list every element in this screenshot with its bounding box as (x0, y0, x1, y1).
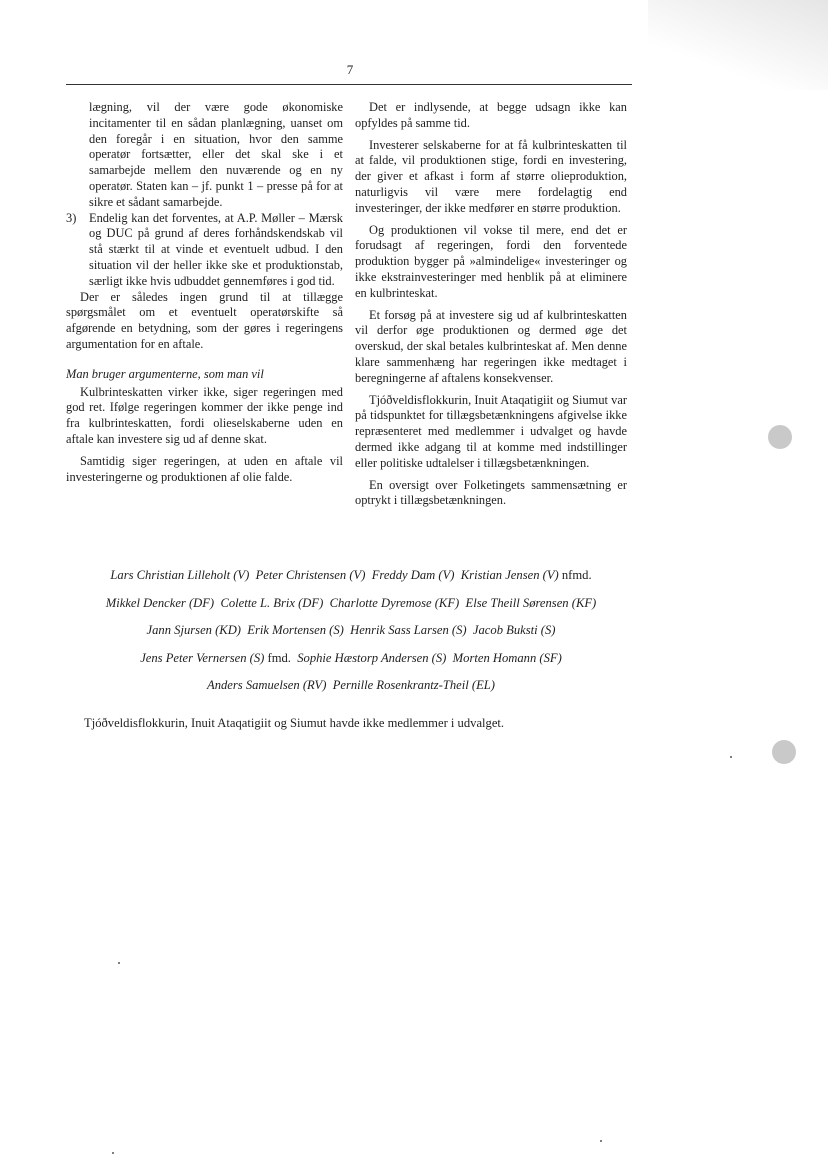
paragraph: Samtidig siger regeringen, at uden en aftale vil investeringerne og produktionen af olie falde. (66, 453, 343, 484)
paragraph: En oversigt over Folketingets sammensætning er optrykt i tillægsbetænkningen. (355, 477, 627, 508)
signatory: Erik Mortensen (S) (247, 623, 344, 637)
signatory: Kristian Jensen (V) (460, 568, 559, 582)
scan-speck (600, 1140, 602, 1142)
list-item-3: 3) Endelig kan det forventes, at A.P. Møller – Mærsk og DUC på grund af deres forhåndskendskab vil stå stærkt til at vinde et eventuelt udbud. I den situation vil der heller ikke ske et produktionstab, særligt ikke hvis udbuddet gennemføres i god tid. (66, 210, 343, 288)
signatories (60, 562, 642, 700)
scan-speck (112, 1152, 114, 1154)
signatory: Jacob Buksti (S) (472, 623, 556, 637)
list-number: 3) (66, 210, 77, 225)
signatory-role: nfmd. (561, 568, 592, 582)
signatory-line (60, 645, 642, 673)
list-item-2-continuation: lægning, vil der være gode økonomiske incitamenter til en sådan planlægning, uanset om den foregår i en situation, hvor den samme operatør fortsætter, eller det skal ske i et samarbejde mellem den nuværende og en ny operatør. Staten kan – jf. punkt 1 – presse på for at sikre et sådant samarbejde. (89, 100, 343, 209)
signatory: Lars Christian Lilleholt (V) (110, 568, 250, 582)
signatory: Pernille Rosenkrantz-Theil (EL) (332, 678, 495, 692)
signatory-line (60, 617, 642, 645)
signatory: Mikkel Dencker (DF) (105, 595, 215, 610)
signatory: Jens Peter Vernersen (S) (140, 650, 265, 665)
footnote: Tjóðveldisflokkurin, Inuit Ataqatigiit og Siumut havde ikke medlemmer i udvalget. (84, 716, 505, 730)
signatory-line (60, 590, 642, 618)
header-rule (66, 84, 632, 85)
section-heading: Man bruger argumenterne, som man vil (66, 366, 264, 381)
punch-hole-upper (768, 425, 792, 449)
signatory: Peter Christensen (V) (255, 568, 366, 582)
signatory: Morten Homann (SF) (452, 650, 562, 665)
signatory: Freddy Dam (V) (371, 568, 455, 582)
signatory: Charlotte Dyremose (KF) (329, 595, 460, 610)
signatory-line (60, 672, 642, 700)
scan-speck (730, 756, 732, 758)
signatory-role: fmd. (267, 650, 291, 665)
page-number: 7 (346, 62, 354, 77)
paragraph: Og produktionen vil vokse til mere, end det er forudsagt af regeringen, fordi den forventede produktion bygger på »almindelige« investeringer og ikke ekstrainvesteringer med henblik på at eliminere en kulbrinteskat. (355, 222, 627, 300)
paragraph: Investerer selskaberne for at få kulbrinteskatten til at falde, vil produktionen stige, fordi en investering, der giver et afkast i form af større olieproduktion, naturligvis vil være mere fordelagtig end investeringer, der ikke medfører en større produktion. (355, 137, 627, 215)
signatory-line (60, 562, 642, 590)
scan-speck (118, 962, 120, 964)
signatory: Sophie Hæstorp Andersen (S) (297, 650, 447, 665)
signatory: Anders Samuelsen (RV) (207, 678, 327, 692)
signatory: Colette L. Brix (DF) (220, 595, 324, 610)
numbered-list (66, 100, 343, 290)
left-column (66, 100, 343, 485)
paragraph: Kulbrinteskatten virker ikke, siger regeringen med god ret. Ifølge regeringen kommer der ikke penge ind fra kulbrinteskatten, fordi olieselskaberne uden en aftale kan investere sig ud af denne skat. (66, 384, 343, 446)
paragraph: Tjóðveldisflokkurin, Inuit Ataqatigiit og Siumut var på tidspunktet for tillægsbetænkningens afgivelse ikke repræsenteret med medlemmer i udvalget og havde dermed ikke adgang til at komme med indstillinger eller politiske udtalelser i tillægsbetænkningen. (355, 392, 627, 470)
paragraph: Et forsøg på at investere sig ud af kulbrinteskatten vil derfor øge produktionen og dermed øge det overskud, der skal betales kulbrinteskat af. Men denne klare sammenhæng har regeringen ikke medtaget i beregningerne af aftalens konsekvenser. (355, 307, 627, 385)
signatory: Else Theill Sørensen (KF) (465, 595, 597, 610)
signatory: Henrik Sass Larsen (S) (350, 623, 467, 637)
signatory: Jann Sjursen (KD) (146, 623, 241, 637)
punch-hole-lower (772, 740, 796, 764)
right-column (355, 100, 627, 509)
paragraph: Det er indlysende, at begge udsagn ikke kan opfyldes på samme tid. (355, 100, 627, 130)
paragraph: Der er således ingen grund til at tillægge spørgsmålet om et eventuelt operatørskifte så afgørende en betydning, som der gøres i regeringens argumentation for en aftale. (66, 289, 343, 351)
